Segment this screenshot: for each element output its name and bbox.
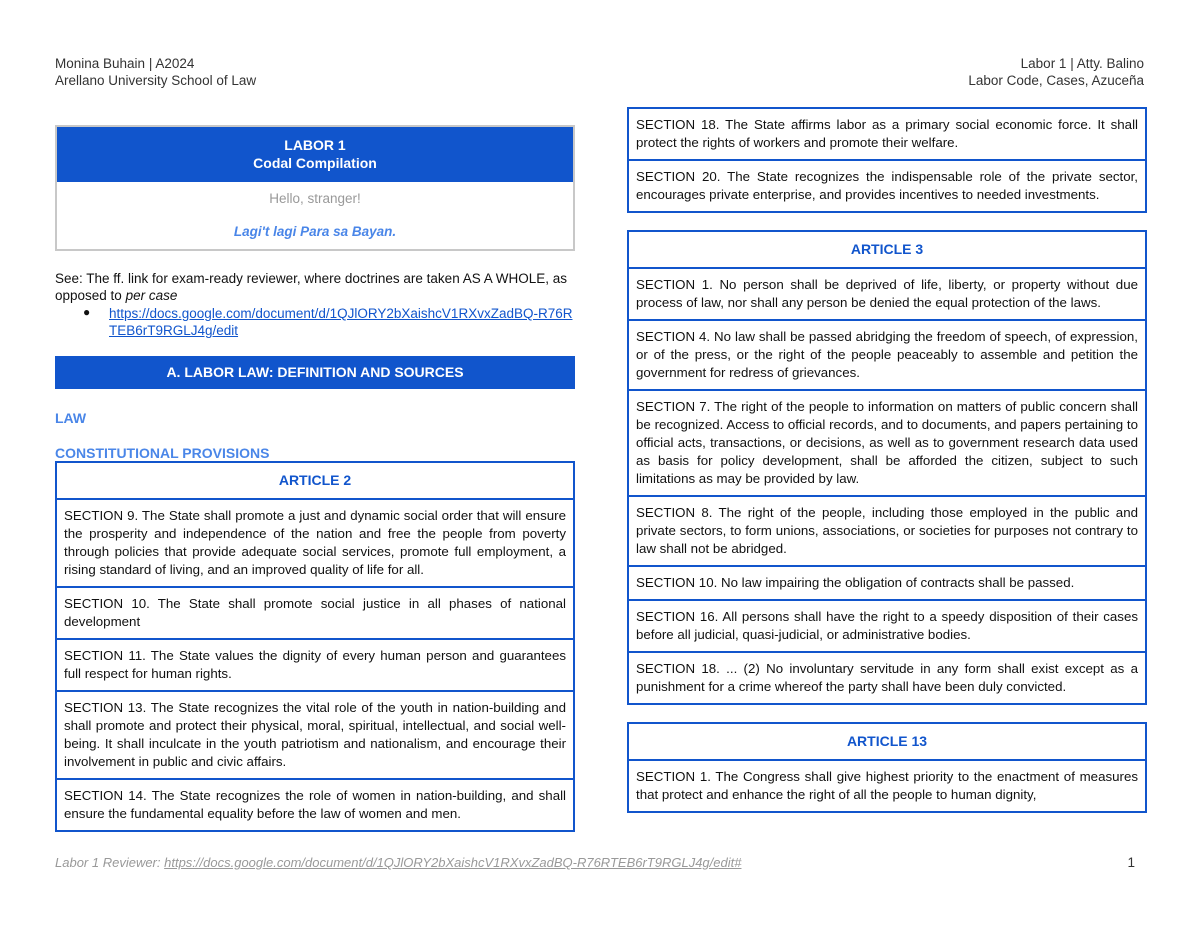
article-13-table bbox=[627, 722, 1147, 813]
section-a-heading: A. LABOR LAW: DEFINITION AND SOURCES bbox=[55, 356, 575, 389]
page-header-right bbox=[968, 55, 1144, 89]
table-row: SECTION 1. No person shall be deprived of life, liberty, or property without due process of law, nor shall any person be denied the equal protection of the laws. bbox=[628, 268, 1146, 320]
page-header-left bbox=[55, 55, 256, 89]
table-row: SECTION 13. The State recognizes the vital role of the youth in nation-building and shall promote and protect their physical, moral, spiritual, intellectual, and social well-being. It shall inculcate in the youth patriotism and nationalism, and encourage their involvement in public and civic affairs. bbox=[56, 691, 574, 779]
author-line: Monina Buhain | A2024 bbox=[55, 56, 195, 71]
table-row: SECTION 9. The State shall promote a just and dynamic social order that will ensure the prosperity and independence of the nation and free the people from poverty through policies that provide adequate social services, promote full employment, a rising standard of living, and an improved quality of life for all. bbox=[56, 499, 574, 587]
table-row: SECTION 10. The State shall promote social justice in all phases of national development bbox=[56, 587, 574, 639]
left-column bbox=[55, 125, 575, 832]
title-band bbox=[57, 127, 573, 182]
right-column bbox=[627, 107, 1147, 813]
course-line: Labor 1 | Atty. Balino bbox=[1020, 56, 1144, 71]
table-row: SECTION 8. The right of the people, including those employed in the public and private sectors, to form unions, associations, or societies for purposes not contrary to law shall not be abridged. bbox=[628, 496, 1146, 566]
see-text: See: The ff. link for exam-ready reviewer, where doctrines are taken AS A WHOLE, as opposed to bbox=[55, 271, 567, 303]
motto: Lagi't lagi Para sa Bayan. bbox=[233, 224, 397, 239]
table-row: SECTION 18. The State affirms labor as a primary social economic force. It shall protect the rights of workers and promote their welfare. bbox=[628, 108, 1146, 160]
law-heading: LAW bbox=[55, 410, 87, 426]
see-emphasis: per case bbox=[125, 288, 178, 303]
constitutional-heading: CONSTITUTIONAL PROVISIONS bbox=[55, 445, 270, 461]
list-item bbox=[83, 305, 575, 339]
article-2-table bbox=[55, 461, 575, 832]
reviewer-link[interactable]: https://docs.google.com/document/d/1QJlORY2bXaishcV1RXvxZadBQ-R76RTEB6rT9RGLJ4g/edit bbox=[109, 306, 573, 338]
article-3-title: ARTICLE 3 bbox=[628, 231, 1146, 268]
link-list bbox=[55, 305, 575, 339]
table-row: SECTION 7. The right of the people to information on matters of public concern shall be recognized. Access to official records, and to documents, and papers pertaining to official acts, transactions, or decisions, as well as to government research data used as basis for policy development, shall be afforded the citizen, subject to such limitations as may be provided by law. bbox=[628, 390, 1146, 496]
table-row: SECTION 4. No law shall be passed abridging the freedom of speech, of expression, or of the press, or the right of the people peaceably to assemble and petition the government for redress of grievances. bbox=[628, 320, 1146, 390]
bullet-icon: ● bbox=[83, 305, 91, 319]
school-line: Arellano University School of Law bbox=[55, 73, 257, 88]
page-footer bbox=[55, 855, 741, 870]
table-row: SECTION 10. No law impairing the obligation of contracts shall be passed. bbox=[628, 566, 1146, 600]
table-row: SECTION 16. All persons shall have the right to a speedy disposition of their cases before all judicial, quasi-judicial, or administrative bodies. bbox=[628, 600, 1146, 652]
article-3-table bbox=[627, 230, 1147, 705]
footer-link[interactable]: https://docs.google.com/document/d/1QJlORY2bXaishcV1RXvxZadBQ-R76RTEB6rT9RGLJ4g/edit# bbox=[164, 855, 742, 870]
greeting: Hello, stranger! bbox=[269, 191, 361, 206]
see-note bbox=[55, 270, 575, 339]
article-2-title: ARTICLE 2 bbox=[56, 462, 574, 499]
table-row: SECTION 1. The Congress shall give highest priority to the enactment of measures that protect and enhance the right of all the people to human dignity, bbox=[628, 760, 1146, 812]
sources-line: Labor Code, Cases, Azuceña bbox=[968, 73, 1144, 88]
footer-label: Labor 1 Reviewer: bbox=[55, 855, 165, 870]
article-2-continued-table bbox=[627, 107, 1147, 213]
page-number: 1 bbox=[1127, 855, 1135, 870]
title-body bbox=[57, 182, 573, 249]
table-row: SECTION 11. The State values the dignity of every human person and guarantees full respect for human rights. bbox=[56, 639, 574, 691]
table-row: SECTION 14. The State recognizes the role of women in nation-building, and shall ensure the fundamental equality before the law of women and men. bbox=[56, 779, 574, 831]
table-row: SECTION 18. ... (2) No involuntary servitude in any form shall exist except as a punishment for a crime whereof the party shall have been duly convicted. bbox=[628, 652, 1146, 704]
table-row: SECTION 20. The State recognizes the indispensable role of the private sector, encourages private enterprise, and provides incentives to needed investments. bbox=[628, 160, 1146, 212]
article-13-title: ARTICLE 13 bbox=[628, 723, 1146, 760]
doc-title: LABOR 1 bbox=[284, 137, 346, 153]
title-box bbox=[55, 125, 575, 251]
doc-subtitle: Codal Compilation bbox=[253, 155, 377, 171]
